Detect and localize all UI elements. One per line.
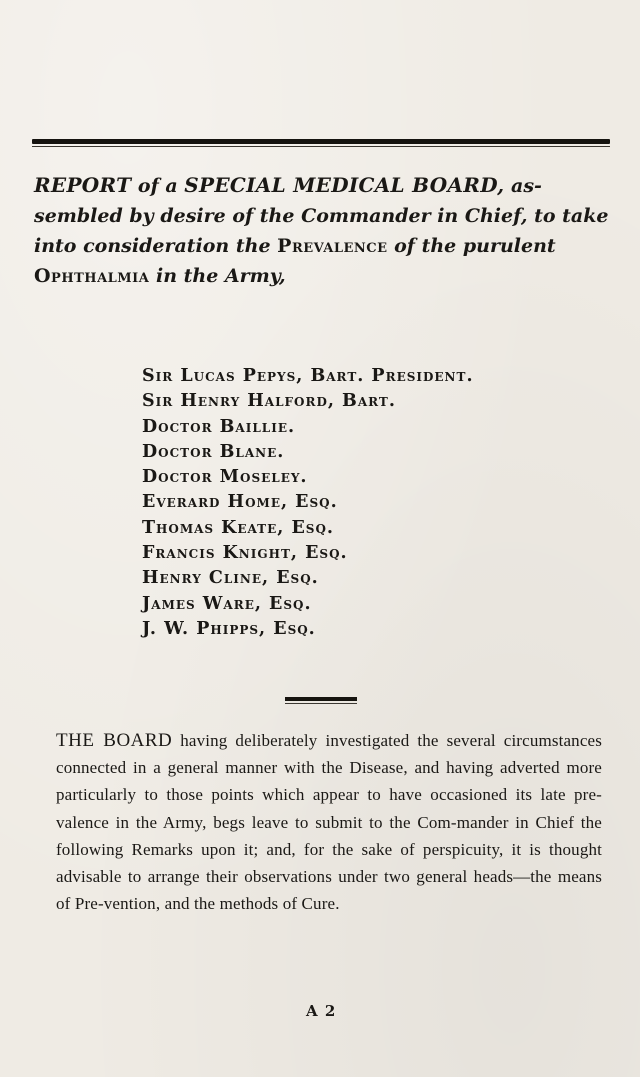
- title-line1-tail: as-: [504, 175, 542, 197]
- title-line4-tail: in the Army,: [149, 265, 286, 287]
- title-prevalence: Prevalence: [277, 235, 388, 257]
- board-member: J. W. Phipps, Esq.: [142, 618, 316, 639]
- body-paragraph: [56, 727, 602, 917]
- title-report-word: REPORT: [34, 173, 132, 197]
- board-member: Henry Cline, Esq.: [142, 568, 319, 589]
- report-title: [34, 170, 612, 291]
- title-ophthalmia: Ophthalmia: [34, 265, 150, 287]
- board-member: Sir Henry Halford, Bart.: [142, 391, 396, 412]
- section-divider-rule: [285, 697, 357, 701]
- board-member: Francis Knight, Esq.: [142, 543, 348, 564]
- board-member: Doctor Blane.: [142, 441, 285, 462]
- board-member: Everard Home, Esq.: [142, 492, 338, 513]
- title-board-name: SPECIAL MEDICAL BOARD,: [184, 173, 505, 197]
- title-of-a: of a: [131, 175, 185, 197]
- title-line3-pre: into consideration the: [34, 235, 278, 257]
- board-member: James Ware, Esq.: [142, 593, 312, 614]
- board-member: Thomas Keate, Esq.: [142, 517, 334, 538]
- paragraph-lead: THE BOARD: [56, 730, 173, 751]
- signature-mark: A 2: [306, 1002, 337, 1020]
- board-member: Sir Lucas Pepys, Bart. President.: [142, 366, 474, 386]
- title-line2: sembled by desire of the Commander in Chief, to take: [34, 205, 609, 227]
- top-double-rule: [32, 139, 610, 144]
- board-members-list: [142, 364, 602, 642]
- title-line3-mid: of the purulent: [387, 235, 556, 257]
- paragraph-text: having deliberately investigated the several circumstances connected in a general manner with the Disease, and having adverted more particularly to those points which appear to have occasioned its late pre-valence in the Army, begs leave to submit to the Com-mander in Chief the following Remarks upon it; and, for the sake of perspicuity, it is thought advisable to arrange their observations under two general heads—the means of Pre-vention, and the methods of Cure.: [56, 731, 602, 914]
- board-member: Doctor Baillie.: [142, 416, 296, 437]
- board-member: Doctor Moseley.: [142, 467, 308, 488]
